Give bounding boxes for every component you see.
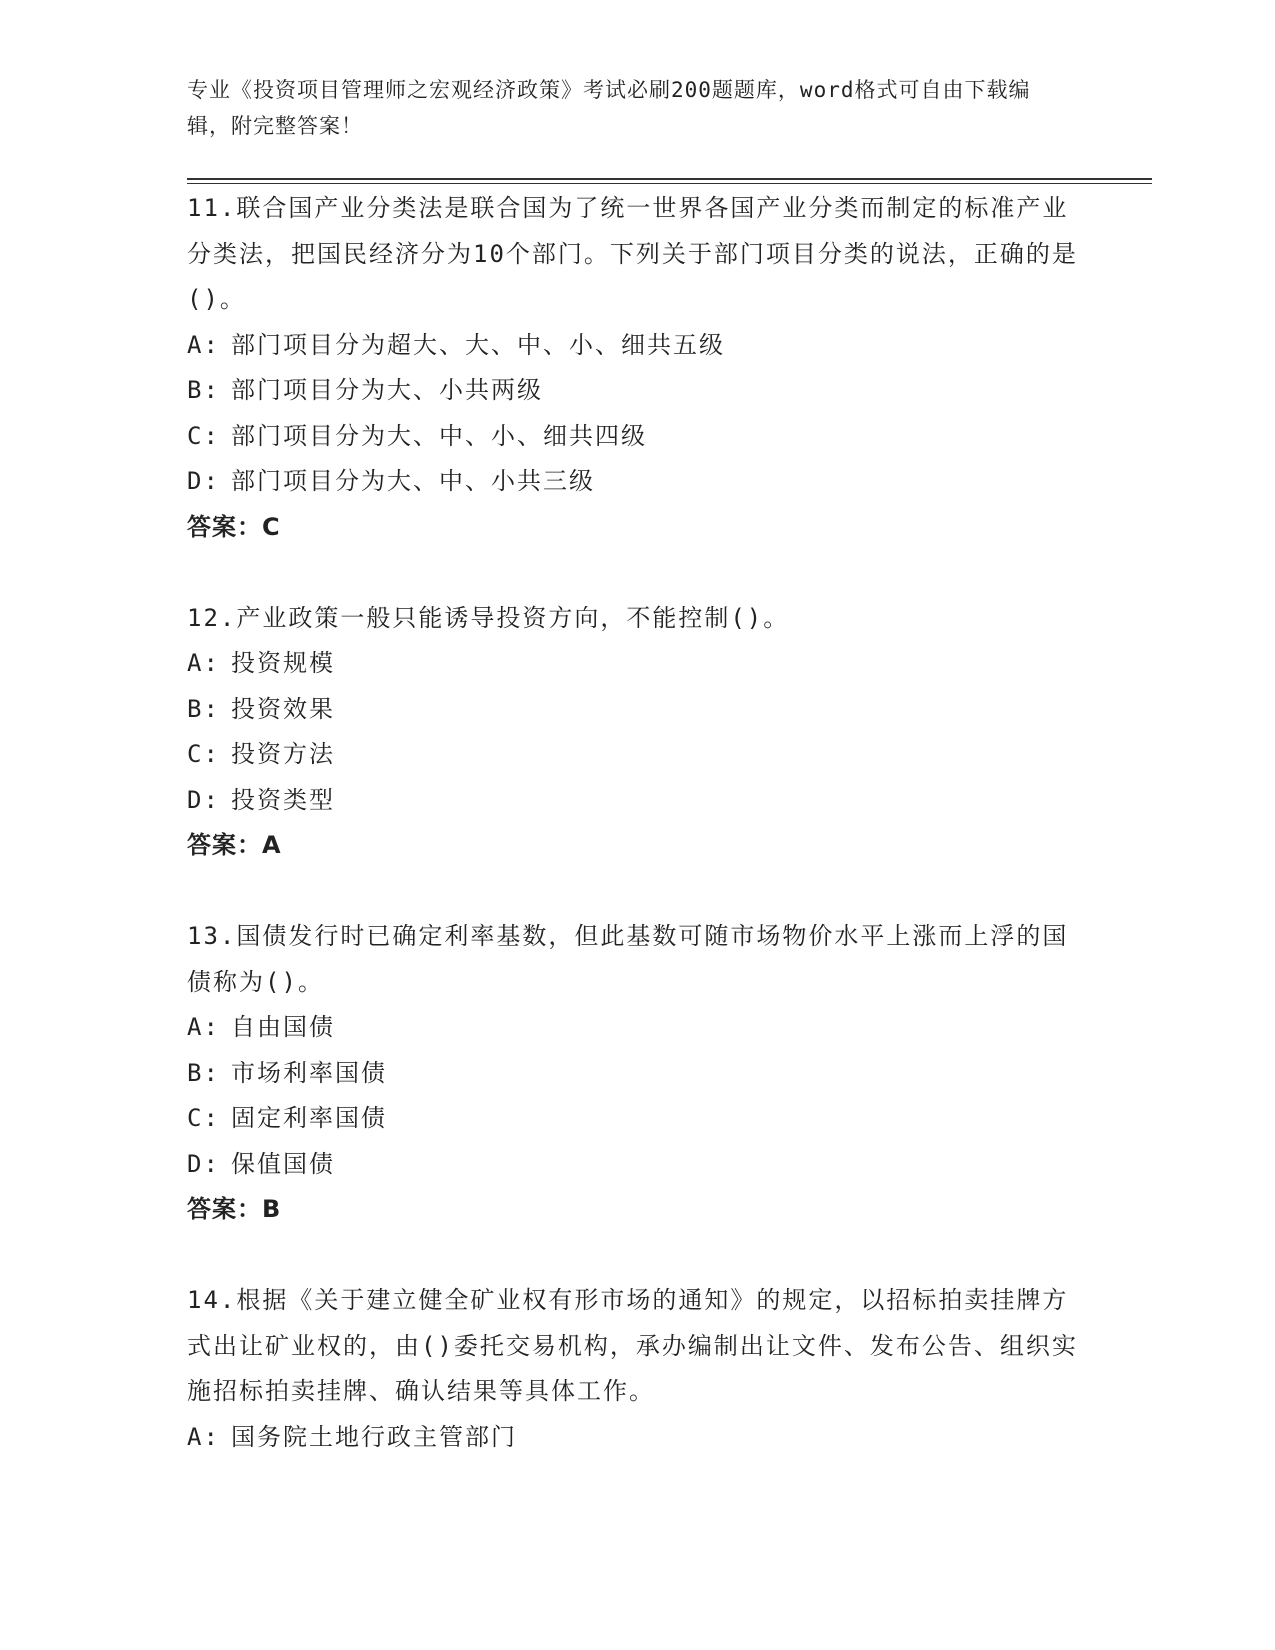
option-key: B: [187,1058,220,1087]
option-text: 国务院土地行政主管部门 [231,1422,517,1451]
header-divider-thick [187,178,1152,180]
answer-line: 答案：B [187,1195,282,1223]
option-key: A: [187,330,220,359]
answer-line: 答案：A [187,831,282,859]
option-a [187,323,1087,369]
question-spacer [187,550,1087,596]
option-key: A: [187,1013,220,1041]
answer-line: 答案：C [187,512,281,541]
option-b [187,368,1087,414]
option-a [187,641,1087,687]
option-c [187,732,1087,778]
header-divider-thin [187,183,1152,184]
option-a [187,1005,1087,1051]
option-text: 投资效果 [231,694,335,723]
option-text: 保值国债 [231,1149,335,1178]
question-spacer [187,1233,1087,1279]
question-text: 13.国债发行时已确定利率基数，但此基数可随市场物价水平上涨而上浮的国债称为()。 [187,922,1069,996]
option-c [187,1096,1087,1142]
option-key: D: [187,467,220,495]
option-key: C: [187,421,220,450]
question-list [187,186,1087,1460]
option-text: 市场利率国债 [231,1058,387,1087]
option-key: B: [187,694,220,723]
option-key: C: [187,1104,220,1132]
option-a [187,1415,1087,1461]
option-b [187,687,1087,733]
option-text: 部门项目分为大、中、小共三级 [231,467,595,495]
option-key: A: [187,649,220,677]
question-11 [187,186,1087,550]
option-key: A: [187,1422,220,1451]
option-d [187,459,1087,505]
option-text: 固定利率国债 [231,1104,387,1132]
question-14 [187,1278,1087,1460]
question-text: 12.产业政策一般只能诱导投资方向，不能控制()。 [187,603,790,632]
option-key: D: [187,785,220,814]
question-12 [187,596,1087,869]
question-13 [187,914,1087,1233]
option-b [187,1051,1087,1097]
option-c [187,414,1087,460]
option-text: 自由国债 [231,1013,335,1041]
option-text: 投资规模 [231,649,335,677]
option-text: 投资类型 [231,785,335,814]
document-intro: 专业《投资项目管理师之宏观经济政策》考试必刷200题题库，word格式可自由下载编辑，附完整答案！ [187,78,1031,138]
option-d [187,778,1087,824]
question-text: 14.根据《关于建立健全矿业权有形市场的通知》的规定，以招标拍卖挂牌方式出让矿业权的，由()委托交易机构，承办编制出让文件、发布公告、组织实施招标拍卖挂牌、确认结果等具体工作。 [187,1286,1078,1405]
option-text: 投资方法 [231,740,335,768]
option-key: C: [187,740,220,768]
option-text: 部门项目分为大、小共两级 [231,376,543,404]
option-text: 部门项目分为超大、大、中、小、细共五级 [231,330,725,359]
option-key: D: [187,1149,220,1178]
question-text: 11.联合国产业分类法是联合国为了统一世界各国产业分类而制定的标准产业分类法，把国民经济分为10个部门。下列关于部门项目分类的说法，正确的是()。 [187,194,1078,313]
question-spacer [187,869,1087,915]
option-d [187,1142,1087,1188]
option-text: 部门项目分为大、中、小、细共四级 [231,421,647,450]
option-key: B: [187,376,220,404]
